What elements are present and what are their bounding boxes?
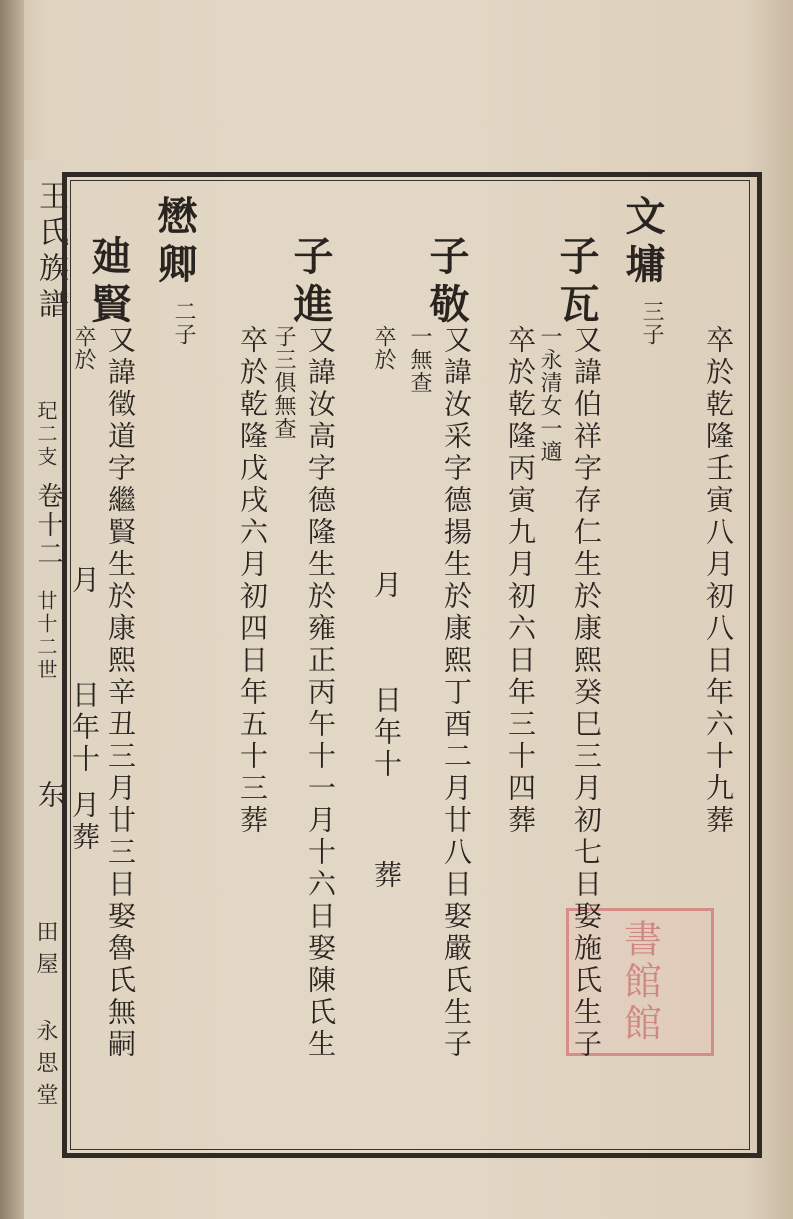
name-maoqing: 懋卿	[151, 195, 198, 291]
zijin-death: 卒於乾隆戊戌六月初四日年五十三葬	[236, 325, 269, 837]
column-1: 卒於乾隆壬寅八月初八日年六十九葬	[702, 325, 735, 837]
volume-label: 卷十二	[33, 482, 63, 569]
book-title: 王氏族譜	[33, 180, 68, 324]
name-dixian: 廸賢	[85, 235, 132, 331]
book-spine	[0, 0, 24, 1219]
dixian-record: 又諱徵道字繼賢生於康熙辛丑三月廿三日娶魯氏無嗣	[104, 325, 137, 1061]
page-mark: 东	[34, 780, 67, 811]
margin-column	[24, 160, 68, 1219]
zijing-children: 一無查	[407, 325, 432, 394]
zijing-burial: 葬	[370, 860, 403, 892]
sons-count-1: 三子	[639, 300, 664, 346]
hall-name: 田屋 永思堂	[33, 920, 58, 1115]
zijing-death-prefix: 卒於	[371, 325, 396, 371]
branch-label: 玘二支	[34, 400, 58, 469]
sons-count-2: 二子	[171, 300, 196, 346]
dixian-burial: 月葬	[68, 790, 101, 854]
ziwa-record: 又諱伯祥字存仁生於康熙癸巳三月初七日娶施氏生子	[570, 325, 603, 1061]
zijing-death-month: 月	[370, 570, 403, 602]
seal-text: 書館館	[617, 919, 662, 1045]
dixian-death-age: 日年十	[68, 680, 101, 776]
name-zijing: 子敬	[423, 235, 470, 331]
zijing-record: 又諱汝采字德揚生於康熙丁酉二月廿八日娶嚴氏生子	[440, 325, 473, 1061]
name-ziwa: 子瓦	[553, 235, 600, 331]
name-zijin: 子進	[287, 235, 334, 331]
generation-label: 廿十二世	[34, 590, 58, 682]
zijin-children: 子三俱無查	[271, 325, 296, 440]
dixian-death-prefix: 卒於	[71, 325, 96, 371]
name-wenyong: 文墉	[619, 195, 666, 291]
zijin-record: 又諱汝高字德隆生於雍正丙午十一月十六日娶陳氏生	[304, 325, 337, 1061]
zijing-death-age: 日年十	[370, 685, 403, 781]
ziwa-death: 卒於乾隆丙寅九月初六日年三十四葬	[504, 325, 537, 837]
dixian-death-month: 月	[68, 565, 101, 597]
ziwa-children: 一永清女一適	[537, 325, 562, 463]
